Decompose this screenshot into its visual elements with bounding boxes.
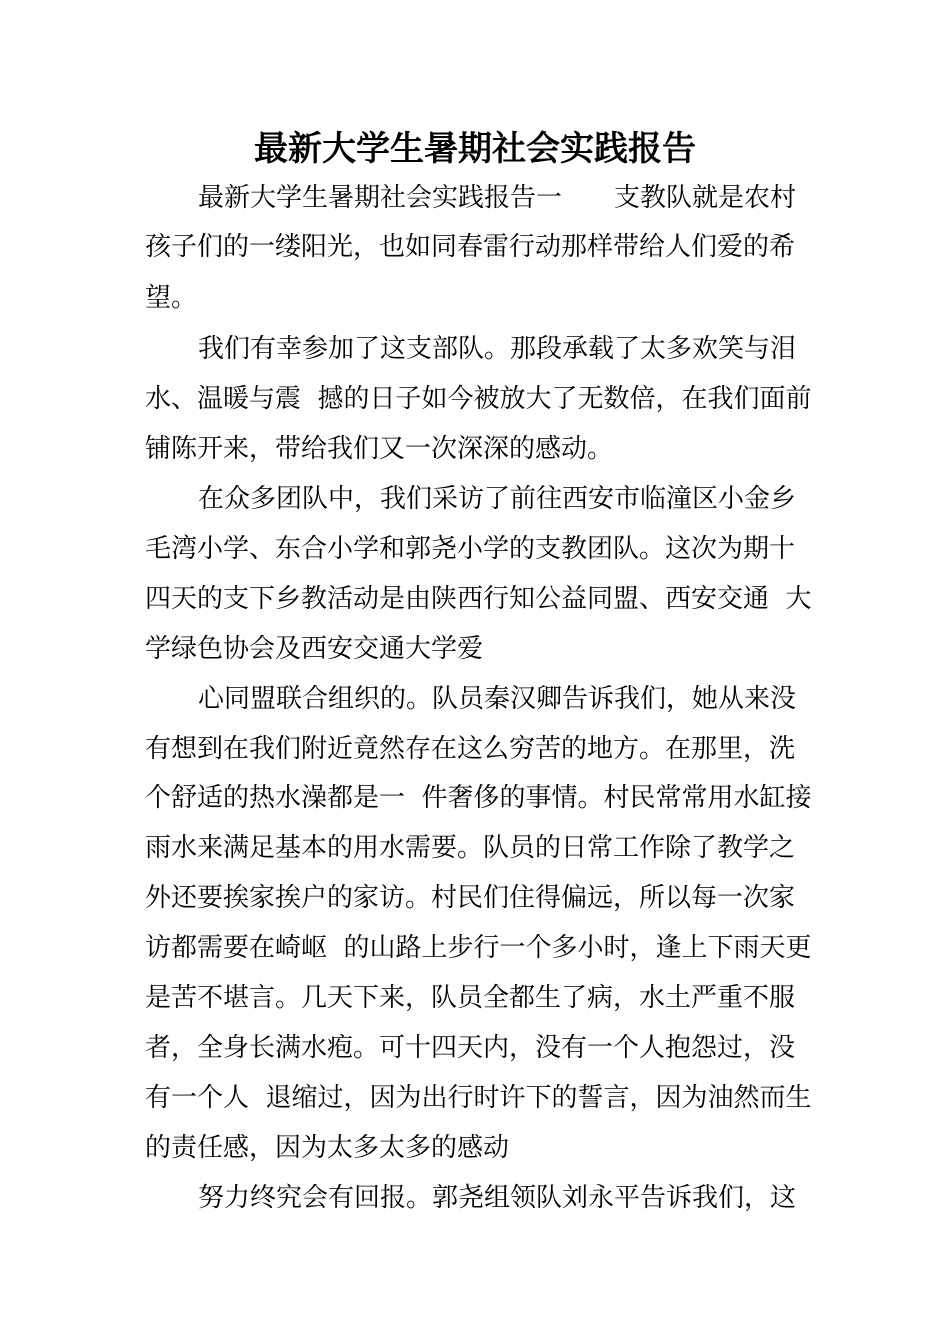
paragraph-line: 四天的支下乡教活动是由陕西行知公益同盟、西安交通 大 [145, 584, 812, 614]
paragraph-line: 铺陈开来，带给我们又一次深深的感动。 [145, 434, 614, 464]
paragraph-line: 水、温暖与震 撼的日子如今被放大了无数倍，在我们面前 [145, 384, 812, 414]
paragraph-line: 者，全身长满水疱。可十四天内，没有一个人抱怨过，没 [145, 1033, 796, 1063]
paragraph-line: 孩子们的一缕阳光，也如同春雷行动那样带给人们爱的希 [145, 232, 796, 262]
paragraph-line: 个舒适的热水澡都是一 件奢侈的事情。村民常常用水缸接 [145, 783, 812, 813]
paragraph-line: 雨水来满足基本的用水需要。队员的日常工作除了教学之 [145, 833, 796, 863]
paragraph-line: 望。 [145, 283, 198, 313]
paragraph-line: 毛湾小学、东合小学和郭尧小学的支教团队。这次为期十 [145, 534, 796, 564]
paragraph-line: 有一个人 退缩过，因为出行时许下的誓言，因为油然而生 [145, 1083, 812, 1113]
document-title: 最新大学生暑期社会实践报告 [254, 129, 696, 169]
paragraph-line: 最新大学生暑期社会实践报告一 支教队就是农村 [198, 183, 797, 213]
paragraph-line: 努力终究会有回报。郭尧组领队刘永平告诉我们，这 [198, 1183, 797, 1213]
paragraph-line: 是苦不堪言。几天下来，队员全都生了病，水土严重不服 [145, 983, 796, 1013]
paragraph-line: 有想到在我们附近竟然存在这么穷苦的地方。在那里，洗 [145, 734, 796, 764]
paragraph-line: 在众多团队中，我们采访了前往西安市临潼区小金乡 [198, 484, 797, 514]
paragraph-line: 学绿色协会及西安交通大学爱 [145, 634, 484, 664]
paragraph-line: 访都需要在崎岖 的山路上步行一个多小时，逢上下雨天更 [145, 933, 812, 963]
paragraph-line: 我们有幸参加了这支部队。那段承载了太多欢笑与泪 [198, 334, 797, 364]
paragraph-line: 的责任感，因为太多太多的感动 [145, 1133, 510, 1163]
paragraph-line: 心同盟联合组织的。队员秦汉卿告诉我们，她从来没 [198, 684, 797, 714]
paragraph-line: 外还要挨家挨户的家访。村民们住得偏远，所以每一次家 [145, 883, 796, 913]
